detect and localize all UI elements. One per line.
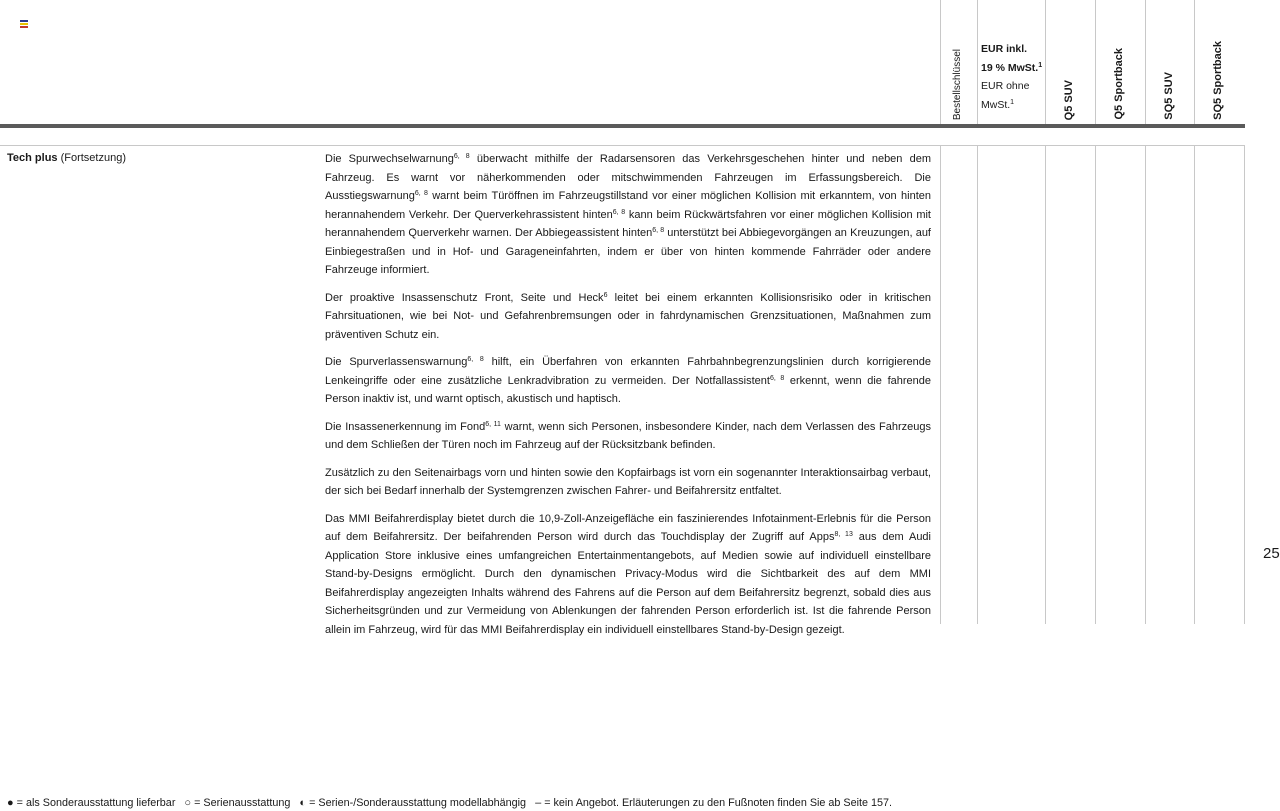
column-divider xyxy=(1145,0,1146,124)
column-divider xyxy=(1045,0,1046,124)
price-excl-label: EUR ohne xyxy=(981,80,1030,92)
column-divider xyxy=(940,146,941,624)
column-divider xyxy=(1095,0,1096,124)
header-separator xyxy=(0,145,1245,146)
column-divider xyxy=(1194,0,1195,124)
price-incl-label: EUR inkl. xyxy=(981,43,1028,55)
brand-flag-icon xyxy=(20,20,28,27)
paragraph-rear-occupant-detection: Die Insassenerkennung im Fond$^{6, 11}$ warnt, wenn sich Personen, insbesondere Kinder, nach dem Verlassen des Fahrzeugs und dem Schließen der Türen noch im Fahrzeug auf der Rücksitzbank befinden. xyxy=(325,420,931,451)
column-header-order-key: Bestellschlüssel xyxy=(952,48,963,120)
page-number: 25 xyxy=(1263,545,1280,562)
price-incl-vat-label: 19 % MwSt.$^1$ xyxy=(981,61,1043,74)
section-title: Tech plus (Fortsetzung) xyxy=(7,152,126,164)
column-header-sq5-sportback: SQ5 Sportback xyxy=(1212,41,1224,120)
paragraph-lane-change-warning: Die Spurwechselwarnung$^{6, 8}$ überwacht mithilfe der Radarsensoren das Verkehrsgeschehen hinter und neben dem Fahrzeug. Es warnt vor näherkommenden oder mitschwimmenden Fahrzeugen im Erfassungsbereich. Die Ausstiegswarnung$^{6, 8}$ warnt beim Türöffnen im Fahrzeugstillstand vor einer möglichen Kollision mit erkanntem, von hinten herannahendem Verkehr. Der Querverkehrassistent hinten$^{6, 8}$ kann beim Rückwärtsfahren vor einer möglichen Kollision mit herannahendem Querverkehr warnen. Der Abbiegeassistent hinten$^{6, 8}$ unterstützt bei Abbiegevorgängen an Kreuzungen, auf Einbiegestraßen und in Hof- und Garageneinfahrten, indem er über von hinten kommende Fahrräder oder andere Fahrzeuge informiert. xyxy=(325,153,931,276)
legend xyxy=(7,797,892,809)
column-divider xyxy=(977,146,978,624)
flag-stripe xyxy=(20,23,28,25)
legend-none-text: = kein Angebot. Erläuterungen zu den Fußnoten finden Sie ab Seite 157. xyxy=(541,797,893,809)
legend-standard-text: = Serienausstattung xyxy=(191,797,291,809)
header-rule xyxy=(0,124,1245,128)
legend-optional-text: = als Sonderausstattung lieferbar xyxy=(13,797,176,809)
paragraph-lane-departure-warning: Die Spurverlassenswarnung$^{6, 8}$ hilft, ein Überfahren von erkannten Fahrbahnbegrenzungslinien durch korrigierende Lenkeingriffe oder eine zusätzliche Lenkradvibration zu vermeiden. Der Notfallassistent$^{6, 8}$ erkennt, wenn die fahrende Person inaktiv ist, und warnt optisch, akustisch und haptisch. xyxy=(325,356,931,405)
model-dependent-icon: ◐ xyxy=(299,797,307,809)
column-divider xyxy=(1095,146,1096,624)
paragraph-airbags: Zusätzlich zu den Seitenairbags vorn und hinten sowie den Kopfairbags ist vorn ein sogenannter Interaktionsairbag verbaut, der sich bei Bedarf innerhalb der Systemgrenzen zwischen Fahrer- und Beifahrersitz entfaltet. xyxy=(325,466,931,497)
column-divider xyxy=(1244,146,1245,624)
column-header-price xyxy=(981,40,1045,114)
not-available-icon: – xyxy=(535,797,542,809)
flag-stripe xyxy=(20,26,28,28)
column-divider xyxy=(1145,146,1146,624)
column-divider xyxy=(977,0,978,124)
column-header-q5-sportback: Q5 Sportback xyxy=(1113,48,1125,120)
flag-stripe xyxy=(20,20,28,22)
feature-description xyxy=(325,150,931,648)
column-divider xyxy=(940,0,941,124)
column-header-q5-suv: Q5 SUV xyxy=(1063,79,1075,120)
paragraph-passenger-display: Das MMI Beifahrerdisplay bietet durch die 10,9-Zoll-Anzeigefläche ein faszinierendes Infotainment-Erlebnis für die Person auf dem Beifahrersitz. Der beifahrenden Person wird durch das Touchdisplay der Zugriff auf Apps$^{8, 13}$ aus dem Audi Application Store inklusive eines umfangreichen Entertainmentangebots, auf Medien sowie auf individuell einstellbare Stand-by-Designs ermöglicht. Durch den dynamischen Privacy-Modus wird die Sichtbarkeit des auf dem MMI Beifahrerdisplay angezeigten Inhalts während des Fahrens auf die Person auf dem Beifahrersitz begrenzt, sobald dies aus Sicherheitsgründen und zur Vermeidung von Ablenkungen der fahrenden Person erforderlich ist. Ist die fahrende Person allein im Fahrzeug, wird für das MMI Beifahrerdisplay ein individuell einstellbares Stand-by-Design gezeigt. xyxy=(325,512,931,636)
column-header-sq5-suv: SQ5 SUV xyxy=(1163,72,1175,120)
column-divider xyxy=(1045,146,1046,624)
price-excl-vat-label: MwSt.$^1$ xyxy=(981,98,1015,111)
column-divider xyxy=(1194,146,1195,624)
optional-equipment-icon: ● xyxy=(7,797,14,809)
paragraph-occupant-protection: Der proaktive Insassenschutz Front, Seite und Heck$^6$ leitet bei einem erkannten Kollisionsrisiko oder in kritischen Fahrsituationen, wie bei Not- und Gefahrenbremsungen oder in fahrdynamischen Grenzsituationen, Maßnahmen zum präventiven Schutz ein. xyxy=(325,291,931,341)
standard-equipment-icon: ○ xyxy=(184,797,192,809)
legend-model-text: = Serien-/Sonderausstattung modellabhängig xyxy=(306,797,527,809)
